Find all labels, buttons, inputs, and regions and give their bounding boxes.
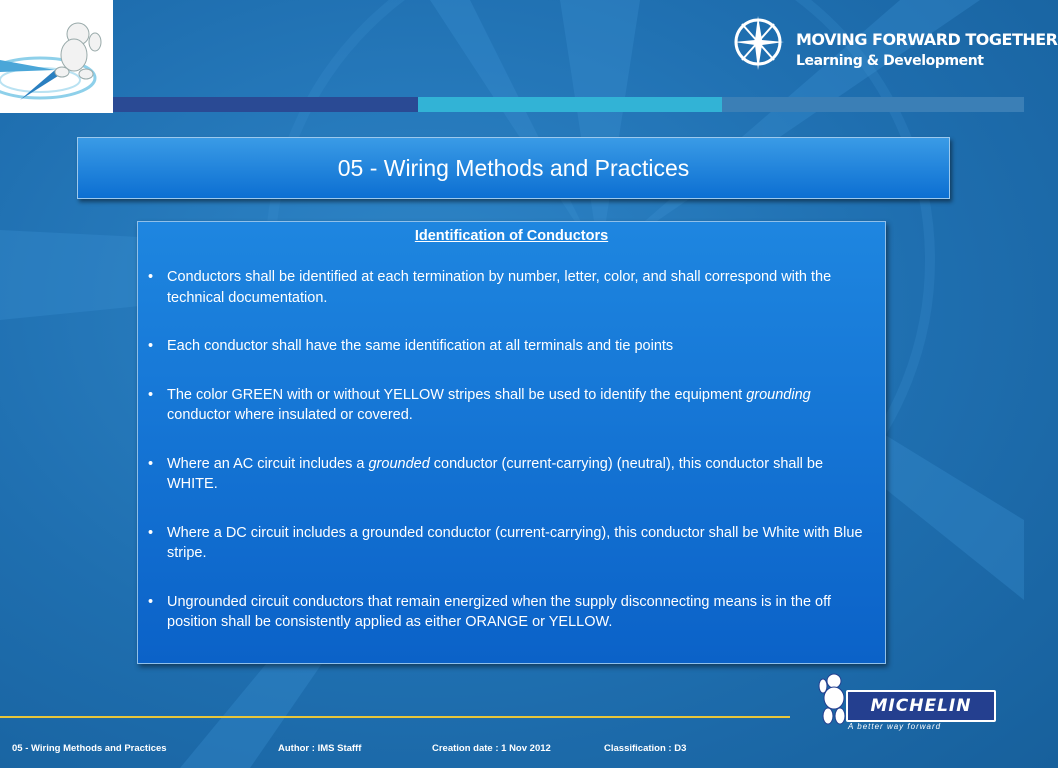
bullet-text: Ungrounded circuit conductors that remain energized when the supply disconnecting means is in the off position shall be consistently applied as either ORANGE or YELLOW. bbox=[167, 593, 831, 630]
bullet-text: Conductors shall be identified at each termination by number, letter, color, and shall correspond with the technical documentation. bbox=[167, 269, 832, 306]
michelin-wordmark: MICHELIN bbox=[870, 696, 972, 716]
bullet-item bbox=[148, 523, 875, 564]
bullet-text: The color GREEN with or without YELLOW stripes shall be used to identify the equipment bbox=[167, 386, 747, 403]
content-heading: Identification of Conductors bbox=[414, 228, 609, 244]
michelin-logo bbox=[818, 672, 994, 732]
header-strip-light bbox=[418, 97, 722, 112]
footer-author: Author : IMS Stafff bbox=[278, 743, 362, 754]
bullet-text: Where an AC circuit includes a bbox=[167, 455, 369, 472]
bullet-text: conductor (current-carrying) (neutral), this conductor shall be WHITE. bbox=[167, 455, 824, 492]
bullet-text: Where a DC circuit includes a grounded conductor (current-carrying), this conductor shall be White with Blue stripe. bbox=[167, 524, 863, 561]
footer-divider bbox=[0, 716, 790, 718]
bullet-item bbox=[148, 336, 875, 357]
slide-title: 05 - Wiring Methods and Practices bbox=[337, 154, 690, 181]
slide-title-bar bbox=[77, 137, 950, 199]
star-compass-icon bbox=[730, 10, 790, 80]
bullet-emphasis: grounding bbox=[746, 386, 811, 403]
bullet-emphasis: grounded bbox=[368, 455, 430, 472]
content-panel bbox=[137, 221, 886, 664]
footer-course: 05 - Wiring Methods and Practices bbox=[12, 743, 167, 754]
bullet-item bbox=[148, 454, 875, 495]
bullet-text: conductor where insulated or covered. bbox=[167, 407, 413, 423]
bullet-item bbox=[148, 592, 875, 633]
bibendum-compass-icon bbox=[0, 0, 113, 113]
bullet-item bbox=[148, 385, 875, 426]
footer-creation-date: Creation date : 1 Nov 2012 bbox=[432, 743, 551, 754]
brand-block bbox=[730, 10, 1058, 90]
brand-title: MOVING FORWARD TOGETHER bbox=[796, 30, 1058, 49]
bullet-list bbox=[148, 267, 875, 633]
footer-classification: Classification : D3 bbox=[604, 743, 687, 754]
header-strip-mid bbox=[722, 97, 1024, 112]
michelin-plate bbox=[846, 690, 996, 722]
brand-subtitle: Learning & Development bbox=[796, 53, 984, 69]
michelin-tagline: A better way forward bbox=[848, 722, 942, 731]
bullet-text: Each conductor shall have the same identification at all terminals and tie points bbox=[167, 338, 674, 354]
bibendum-logo bbox=[0, 0, 113, 113]
bullet-item bbox=[148, 267, 875, 308]
header-strip-dark bbox=[113, 97, 418, 112]
